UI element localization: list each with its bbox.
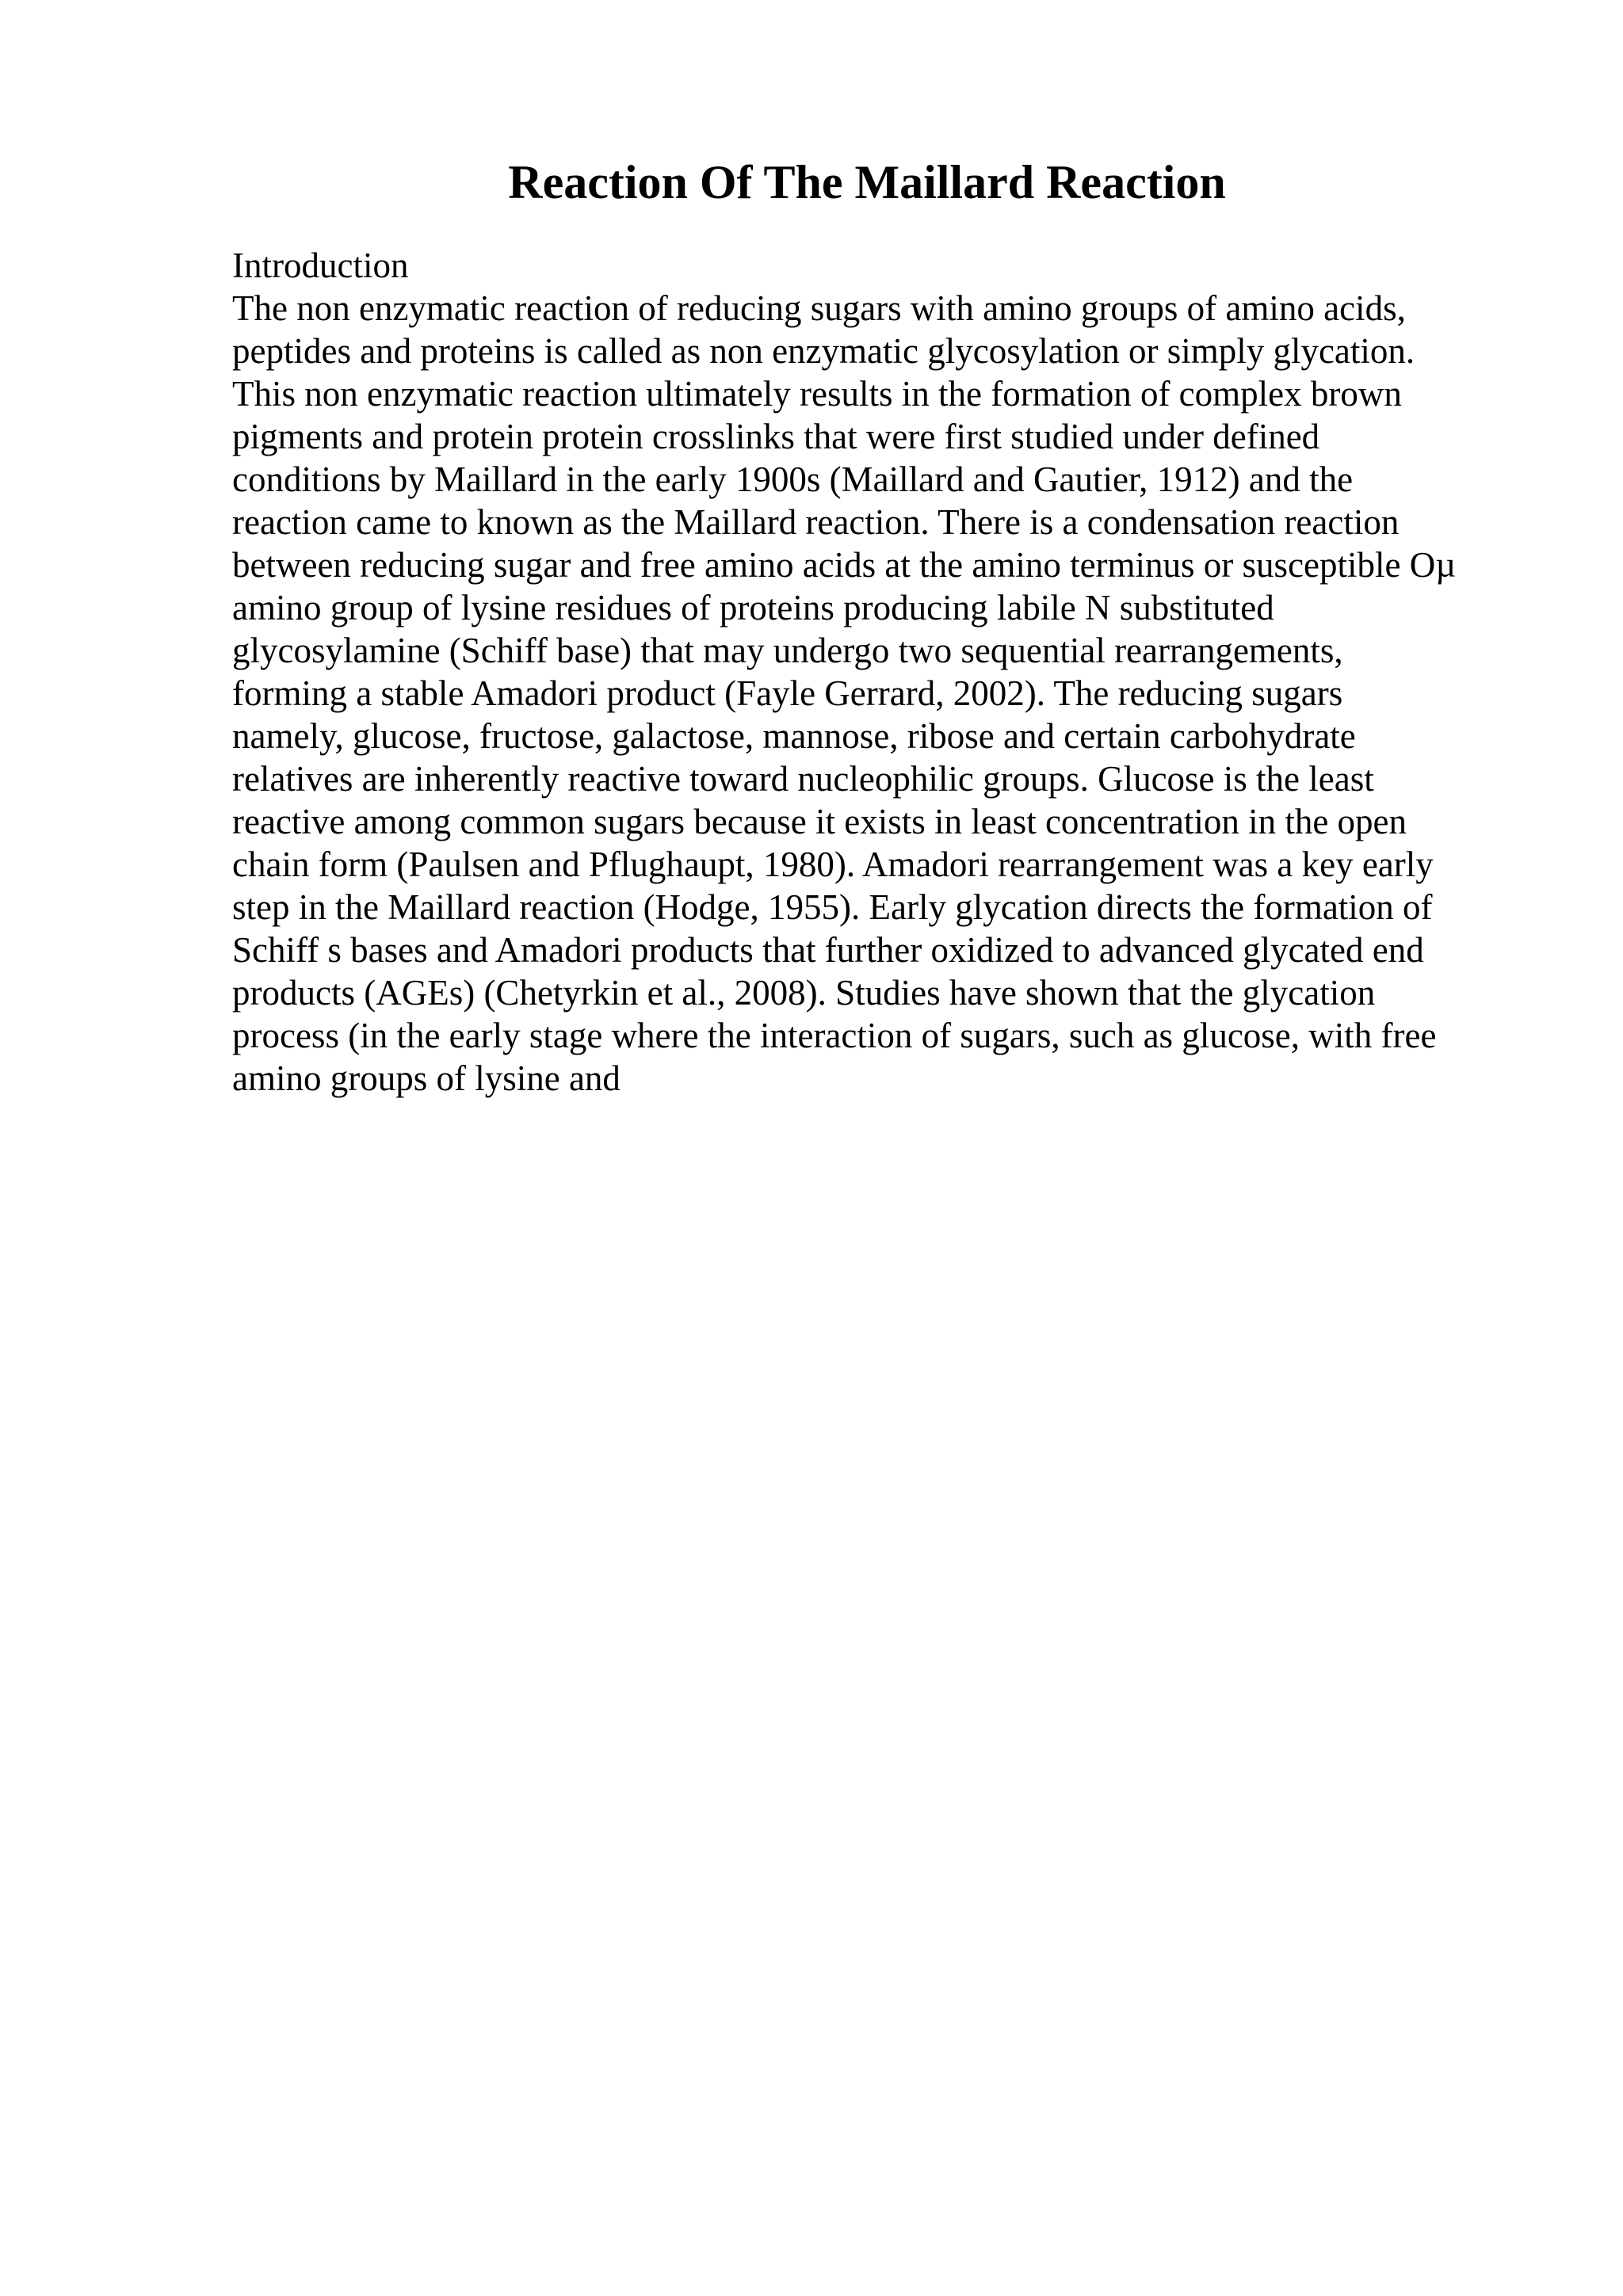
body-line: glycosylamine (Schiff base) that may undergo two sequential rearrangements, bbox=[232, 631, 1343, 670]
document-title: Reaction Of The Maillard Reaction bbox=[508, 156, 1226, 208]
body-line: reactive among common sugars because it exists in least concentration in the open bbox=[232, 802, 1407, 841]
body-line: amino groups of lysine and bbox=[232, 1058, 621, 1098]
body-paragraph bbox=[232, 287, 1611, 1100]
body-line: amino group of lysine residues of proteins producing labile N substituted bbox=[232, 588, 1274, 627]
body-line: relatives are inherently reactive toward nucleophilic groups. Glucose is the least bbox=[232, 759, 1374, 799]
body-line: reaction came to known as the Maillard reaction. There is a condensation reaction bbox=[232, 502, 1400, 542]
section-heading-introduction: Introduction bbox=[232, 246, 409, 285]
body-line: forming a stable Amadori product (Fayle Gerrard, 2002). The reducing sugars bbox=[232, 673, 1343, 713]
body-line: between reducing sugar and free amino acids at the amino terminus or susceptible Oµ bbox=[232, 545, 1457, 585]
body-line: conditions by Maillard in the early 1900s (Maillard and Gautier, 1912) and the bbox=[232, 460, 1354, 499]
body-line: products (AGEs) (Chetyrkin et al., 2008). Studies have shown that the glycation bbox=[232, 973, 1376, 1013]
body-line: This non enzymatic reaction ultimately results in the formation of complex brown bbox=[232, 374, 1402, 414]
body-line: namely, glucose, fructose, galactose, mannose, ribose and certain carbohydrate bbox=[232, 716, 1356, 756]
body-line: step in the Maillard reaction (Hodge, 1955). Early glycation directs the formation of bbox=[232, 887, 1433, 927]
body-line: chain form (Paulsen and Pflughaupt, 1980). Amadori rearrangement was a key early bbox=[232, 845, 1434, 884]
body-line: process (in the early stage where the interaction of sugars, such as glucose, with free bbox=[232, 1016, 1437, 1055]
body-line: pigments and protein protein crosslinks that were first studied under defined bbox=[232, 417, 1320, 456]
body-line: The non enzymatic reaction of reducing sugars with amino groups of amino acids, bbox=[232, 288, 1406, 328]
body-line: peptides and proteins is called as non enzymatic glycosylation or simply glycation. bbox=[232, 331, 1415, 371]
body-line: Schiff s bases and Amadori products that further oxidized to advanced glycated end bbox=[232, 930, 1424, 970]
